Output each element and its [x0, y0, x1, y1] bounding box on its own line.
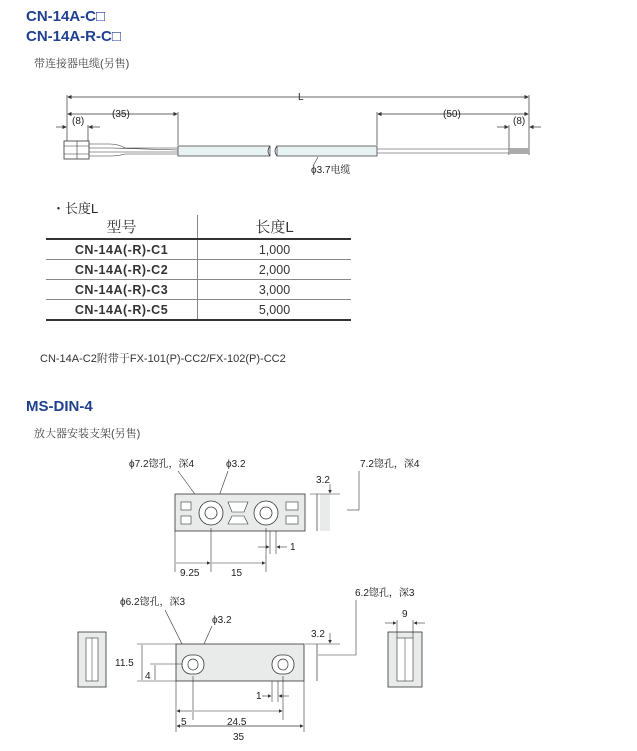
compatibility-note: CN-14A-C2附带于FX-101(P)-CC2/FX-102(P)-CC2: [40, 353, 286, 365]
dim-total-length: L: [298, 92, 304, 103]
bracket-body-top: [175, 494, 305, 531]
dim-24-5: 24.5: [227, 717, 247, 728]
cable-segment-left: [178, 146, 270, 156]
section-subtitle-bracket: 放大器安装支架(另售): [34, 428, 141, 440]
product-title-cn14a-r-c: CN-14A-R-C□: [26, 28, 121, 45]
dim-8-right: (8): [513, 116, 526, 127]
dim-9-25: 9.25: [180, 568, 200, 579]
label-right-counterbore: 7.2锪孔，深4: [360, 459, 420, 470]
cable-segment-right: [277, 146, 377, 156]
dim-4-bottom: 4: [145, 671, 151, 682]
table-row: [46, 280, 351, 300]
model-cell: CN-14A(-R)-C3: [46, 280, 198, 300]
dim-3-2-bottom: 3.2: [311, 629, 325, 640]
dim-9: 9: [402, 609, 408, 620]
product-title-ms-din-4: MS-DIN-4: [26, 398, 93, 415]
model-cell: CN-14A(-R)-C2: [46, 260, 198, 280]
table-header-row: [46, 215, 351, 239]
label-right-counterbore-6-2: 6.2锪孔，深3: [355, 588, 415, 599]
label-counterbore-6-2: ϕ6.2锪孔，深3: [120, 597, 186, 608]
header-length: 长度L: [198, 215, 352, 239]
length-cell: 1,000: [198, 239, 352, 260]
model-cell: CN-14A(-R)-C1: [46, 239, 198, 260]
dim-5: 5: [181, 717, 187, 728]
bracket-bottom-drawing: [0, 580, 637, 750]
model-cell: CN-14A(-R)-C5: [46, 300, 198, 321]
length-table: [46, 215, 351, 321]
bracket-top-drawing: [0, 450, 637, 580]
dim-8-left: (8): [72, 116, 85, 127]
length-cell: 3,000: [198, 280, 352, 300]
section-subtitle-cable: 带连接器电缆(另售): [34, 58, 130, 70]
cable-dimension-drawing: [0, 80, 637, 190]
label-counterbore-7-2: ϕ7.2锪孔，深4: [129, 459, 195, 470]
length-cell: 5,000: [198, 300, 352, 321]
table-row: [46, 300, 351, 321]
dim-50: (50): [443, 109, 461, 120]
label-hole-3-2: ϕ3.2: [226, 459, 246, 470]
dim-11-5: 11.5: [115, 658, 134, 669]
connector-body: [64, 141, 89, 159]
product-title-cn14a-c: CN-14A-C□: [26, 8, 106, 25]
dim-3-2-top: 3.2: [316, 475, 330, 486]
cable-diameter-label: ϕ3.7电缆: [311, 165, 351, 176]
dim-1-bottom: 1: [256, 691, 262, 702]
dim-35-bottom: 35: [233, 732, 245, 743]
label-hole-3-2-bottom: ϕ3.2: [212, 615, 232, 626]
dim-1-top: 1: [290, 542, 296, 553]
table-row: [46, 239, 351, 260]
table-row: [46, 260, 351, 280]
dim-35: (35): [112, 109, 130, 120]
length-heading: ・长度L: [52, 201, 99, 216]
header-model: 型号: [46, 215, 198, 239]
length-cell: 2,000: [198, 260, 352, 280]
dim-15-top: 15: [231, 568, 243, 579]
